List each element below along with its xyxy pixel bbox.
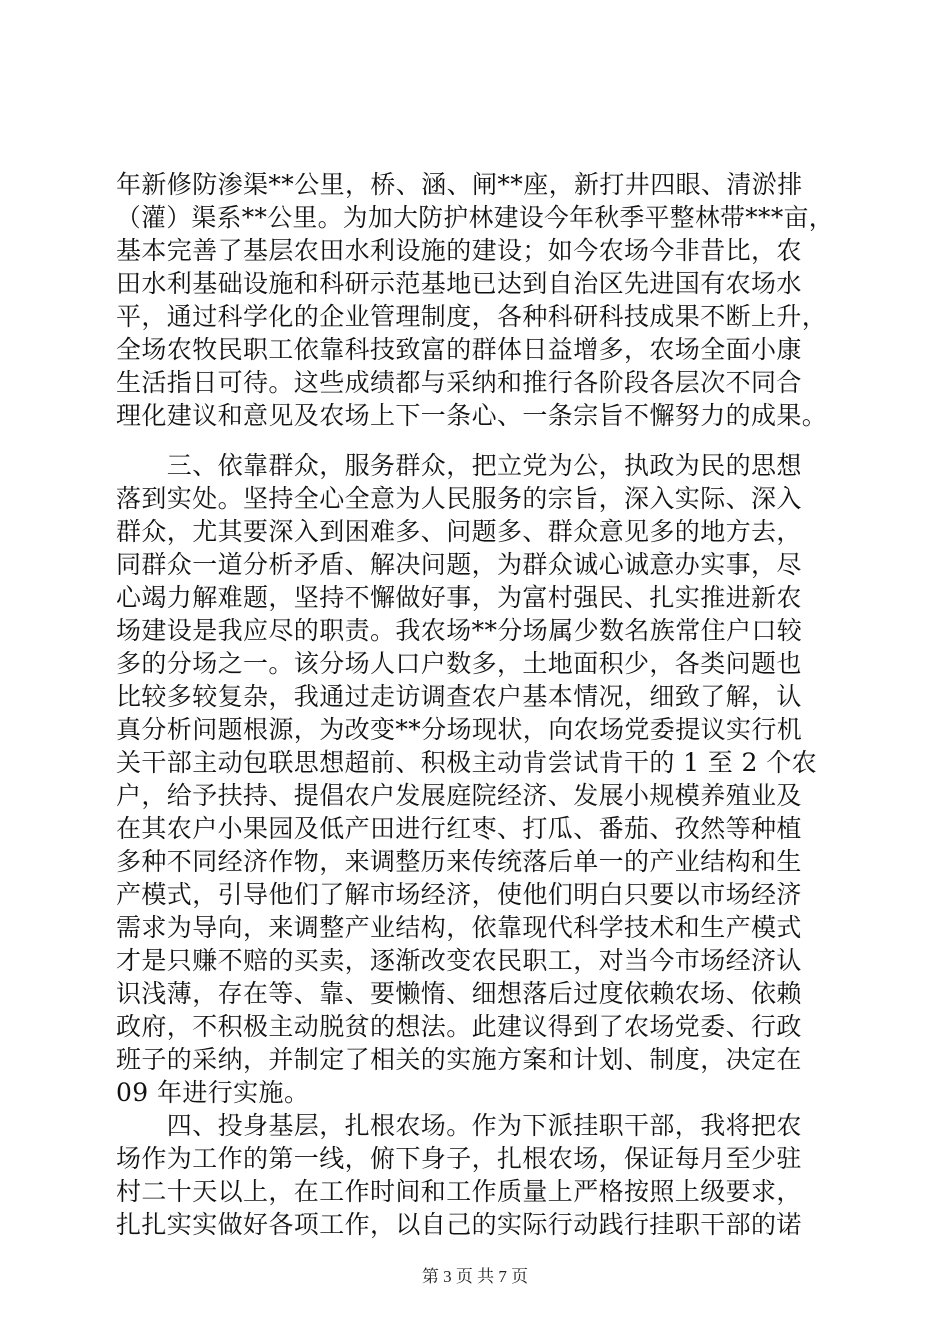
text-line: 户，给予扶持、提倡农户发展庭院经济、发展小规模养殖业及 bbox=[116, 781, 802, 810]
text-line: 产模式，引导他们了解市场经济，使他们明白只要以市场经济 bbox=[116, 880, 802, 909]
text-line: 才是只赚不赔的买卖，逐渐改变农民职工，对当今市场经济认 bbox=[116, 946, 802, 975]
text-line: 需求为导向，来调整产业结构，依靠现代科学技术和生产模式 bbox=[116, 913, 802, 942]
text-line: 同群众一道分析矛盾、解决问题，为群众诚心诚意办实事，尽 bbox=[116, 550, 802, 579]
text-line: 落到实处。坚持全心全意为人民服务的宗旨，深入实际、深入 bbox=[116, 484, 802, 513]
text-line: 基本完善了基层农田水利设施的建设；如今农场今非昔比，农 bbox=[116, 236, 802, 265]
text-line: 心竭力解难题，坚持不懈做好事，为富村强民、扎实推进新农 bbox=[116, 583, 802, 612]
text-line: 09 年进行实施。 bbox=[116, 1078, 310, 1107]
text-line: 平，通过科学化的企业管理制度，各种科研科技成果不断上升， bbox=[116, 302, 828, 331]
text-line: 政府，不积极主动脱贫的想法。此建议得到了农场党委、行政 bbox=[116, 1012, 802, 1041]
paragraph-heading-line: 四、投身基层，扎根农场。作为下派挂职干部，我将把农 bbox=[116, 1111, 802, 1140]
text-line: 生活指日可待。这些成绩都与采纳和推行各阶段各层次不同合 bbox=[116, 368, 802, 397]
text-line: 理化建议和意见及农场上下一条心、一条宗旨不懈努力的成果。 bbox=[116, 401, 828, 430]
text-line: 场作为工作的第一线，俯下身子，扎根农场，保证每月至少驻 bbox=[116, 1144, 802, 1173]
text-line: 扎扎实实做好各项工作，以自己的实际行动践行挂职干部的诺 bbox=[116, 1210, 802, 1239]
text-line: 班子的采纳，并制定了相关的实施方案和计划、制度，决定在 bbox=[116, 1045, 802, 1074]
text-line: 多种不同经济作物，来调整历来传统落后单一的产业结构和生 bbox=[116, 847, 802, 876]
page-number-footer: 第 3 页 共 7 页 bbox=[421, 1267, 529, 1286]
text-line: 多的分场之一。该分场人口户数多，土地面积少，各类问题也 bbox=[116, 649, 802, 678]
text-line: 场建设是我应尽的职责。我农场**分场属少数名族常住户口较 bbox=[116, 616, 803, 645]
text-line: 识浅薄，存在等、靠、要懒惰、细想落后过度依赖农场、依赖 bbox=[116, 979, 802, 1008]
text-line: 村二十天以上，在工作时间和工作质量上严格按照上级要求， bbox=[116, 1177, 802, 1206]
text-line: 关干部主动包联思想超前、积极主动肯尝试肯干的 1 至 2 个农 bbox=[116, 748, 818, 777]
text-line: 田水利基础设施和科研示范基地已达到自治区先进国有农场水 bbox=[116, 269, 802, 298]
text-line: 年新修防渗渠**公里，桥、涵、闸**座，新打井四眼、清淤排 bbox=[116, 170, 803, 199]
text-line: 群众，尤其要深入到困难多、问题多、群众意见多的地方去， bbox=[116, 517, 802, 546]
text-line: 真分析问题根源，为改变**分场现状，向农场党委提议实行机 bbox=[116, 715, 803, 744]
text-line: （灌）渠系**公里。为加大防护林建设今年秋季平整林带***亩， bbox=[116, 203, 834, 232]
text-line: 全场农牧民职工依靠科技致富的群体日益增多，农场全面小康 bbox=[116, 335, 802, 364]
text-line: 在其农户小果园及低产田进行红枣、打瓜、番茄、孜然等种植 bbox=[116, 814, 802, 843]
text-line: 比较多较复杂，我通过走访调查农户基本情况，细致了解，认 bbox=[116, 682, 802, 711]
paragraph-heading-line: 三、依靠群众，服务群众，把立党为公，执政为民的思想 bbox=[116, 451, 802, 480]
